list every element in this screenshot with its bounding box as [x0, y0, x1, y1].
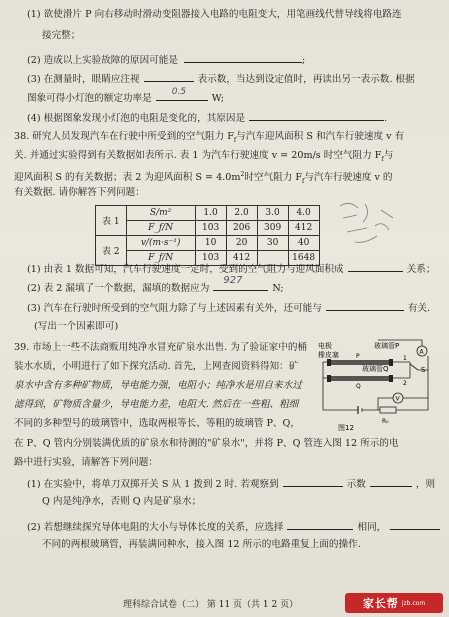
q38-part3-line2: (写出一个因素即可) [34, 321, 119, 332]
pencil-scribble [335, 196, 415, 251]
table1-cell: 103 [195, 221, 226, 236]
circuit-figure-12 [318, 338, 436, 434]
table1-cell: 412 [288, 221, 319, 236]
table1-row [96, 206, 320, 221]
table2-row-header: F_f/N [126, 251, 195, 266]
page-number: 理科综合试卷（二） 第 11 页（共 1 2 页） [123, 600, 299, 610]
table1-cell: 1.0 [195, 206, 226, 221]
q39-part2-line2: 不同的两根玻璃管，再装满同种水，接入图 12 所示的电路重复上面的操作. [42, 539, 361, 550]
svg-text:A: A [419, 348, 424, 356]
q38-intro-line1: 38. 研究人员发现汽车在行驶中所受到的空气阻力 $F_f$与汽车迎风面积 S 和汽车行驶速度 v 有 [14, 131, 405, 144]
answer-blank[interactable] [326, 301, 404, 311]
table1-cell: 206 [226, 221, 257, 236]
table2-cell: 412 [226, 251, 257, 266]
q39-line1: 39. 市场上一些不法商贩用纯净水冒充矿泉水出售. 为了验证家中的桶 [14, 342, 308, 353]
tube-p [330, 360, 390, 365]
answer-blank[interactable] [348, 262, 403, 272]
answer-blank[interactable] [390, 520, 440, 530]
q39-part1-line2: Q 内是纯净水，否则 Q 内是矿泉水； [42, 496, 202, 507]
table1-cell: 3.0 [257, 206, 288, 221]
svg-text:Q: Q [356, 383, 361, 390]
table1-label: 表 1 [96, 206, 127, 236]
table2-cell: 30 [257, 236, 288, 251]
table1-cell: 2.0 [226, 206, 257, 221]
fig-caption: 图12 [338, 424, 354, 432]
table1-cell: 309 [257, 221, 288, 236]
answer-blank[interactable] [283, 477, 343, 487]
q39-part2-line1: (2) 若想继续探究导体电阻的大小与导体长度的关系，应选择 相同， [27, 520, 440, 534]
fig-label-electrode: 电极 [318, 342, 332, 350]
table2-cell: 20 [226, 236, 257, 251]
resistor-r0 [380, 407, 396, 413]
table2-row [96, 236, 320, 251]
q38-intro-line2: 关. 并通过实验得到有关数据如表所示. 表 1 为汽车行驶速度 v = 20m/s 时空气阻力 $F_f$与 [14, 150, 394, 163]
table2-label: 表 2 [96, 236, 127, 266]
table1-row-header: S/m² [126, 206, 195, 221]
answer-blank[interactable] [370, 477, 412, 487]
svg-text:1: 1 [403, 355, 407, 362]
table2-cell: 10 [195, 236, 226, 251]
q37-part3-line2: 图象可得小灯泡的额定功率是 0.5 W; [27, 87, 224, 104]
answer-blank[interactable] [213, 275, 268, 291]
svg-text:P: P [356, 353, 360, 360]
handwritten-answer: 927 [223, 275, 243, 286]
q37-part2: (2) 造成以上实验故障的原因可能是 ; [27, 55, 306, 66]
answer-blank[interactable] [249, 111, 384, 121]
fig-label-tube-q: 玻璃管Q [362, 365, 389, 373]
q38-intro-line3: 迎风面积 S 的有关数据；表 2 为迎风面积 $S = 4.0m^2$时空气阻力 $F_f$与汽车行驶速度 v 的 [14, 171, 393, 186]
q39-line4: 滤得到，矿物质含量少，导电能力差，电阻大. 然后在一些粗、粗细 [14, 399, 299, 410]
table2-cell: 1648 [288, 251, 319, 266]
q38-intro-line4: 有关数据. 请你解答下列问题： [14, 187, 145, 198]
q37-part4: (4) 根据图象发现小灯泡的电阻是变化的，其原因是 . [27, 113, 388, 124]
table1-row-header: F_f/N [126, 221, 195, 236]
svg-text:R₀: R₀ [382, 418, 389, 425]
q38-data-table [95, 205, 320, 266]
q37-part1-line2: 接完整； [42, 30, 81, 41]
table1-cell: 4.0 [288, 206, 319, 221]
q38-part2: (2) 表 2 漏填了一个数据，漏填的数据应为 927 N; [27, 275, 284, 294]
answer-blank[interactable] [144, 72, 194, 82]
page-footer [0, 591, 449, 617]
answer-blank[interactable] [184, 53, 302, 63]
fig-label-plug: 橡皮塞 [318, 351, 339, 359]
handwritten-answer: 0.5 [171, 87, 187, 97]
q38-part3-line1: (3) 汽车在行驶时所受到的空气阻力除了与上述因素有关外，还可能与 有关. [27, 303, 431, 314]
table2-row-header: v/(m·s⁻¹) [126, 236, 195, 251]
svg-text:2: 2 [403, 380, 407, 387]
q39-line6: 在 P、Q 管内分别装满优质的矿泉水和待测的"矿泉水"，并将 P、Q 管连入图 12 所示的电 [14, 438, 399, 449]
fig-label-tube-p: 玻璃管P [374, 342, 400, 350]
table2-cell: 103 [195, 251, 226, 266]
q37-part3-line1: (3) 在测量时，眼睛应注视 表示数，当达到设定值时，再读出另一表示数. 根据 [27, 74, 415, 85]
q37-part1-line1: (1) 欲使滑片 P 向右移动时滑动变阻器接入电路的电阻变大，用笔画线代替导线将电路连 [27, 9, 402, 20]
q39-line2: 装水水质，小明进行了如下探究活动. 首先，上网查阅资料得知：矿 [14, 361, 299, 372]
tube-q [330, 376, 390, 381]
svg-text:S: S [421, 366, 426, 374]
answer-blank[interactable] [156, 87, 208, 101]
answer-blank[interactable] [287, 520, 353, 530]
q39-line5: 不同的多种型号的玻璃管中，选取两根等长、等粗的玻璃管 P、Q， [14, 418, 300, 429]
q39-line3: 泉水中含有多种矿物质，导电能力强，电阻小；纯净水是用自来水过 [14, 380, 302, 391]
q39-part1-line1: (1) 在实验中，将单刀双掷开关 S 从 1 拨到 2 时. 若观察到 示数 ，则 [27, 479, 436, 490]
svg-text:V: V [395, 395, 400, 403]
q39-line7: 路中进行实验，请解答下列问题： [14, 457, 158, 468]
table2-cell: 40 [288, 236, 319, 251]
table1-row [96, 221, 320, 236]
jzb-logo: 家长帮 jzb.com [345, 593, 443, 613]
q38-part1: (1) 由表 1 数据可知，汽车行驶速度一定时，受到的空气阻力与迎风面积成 关系； [27, 264, 436, 275]
